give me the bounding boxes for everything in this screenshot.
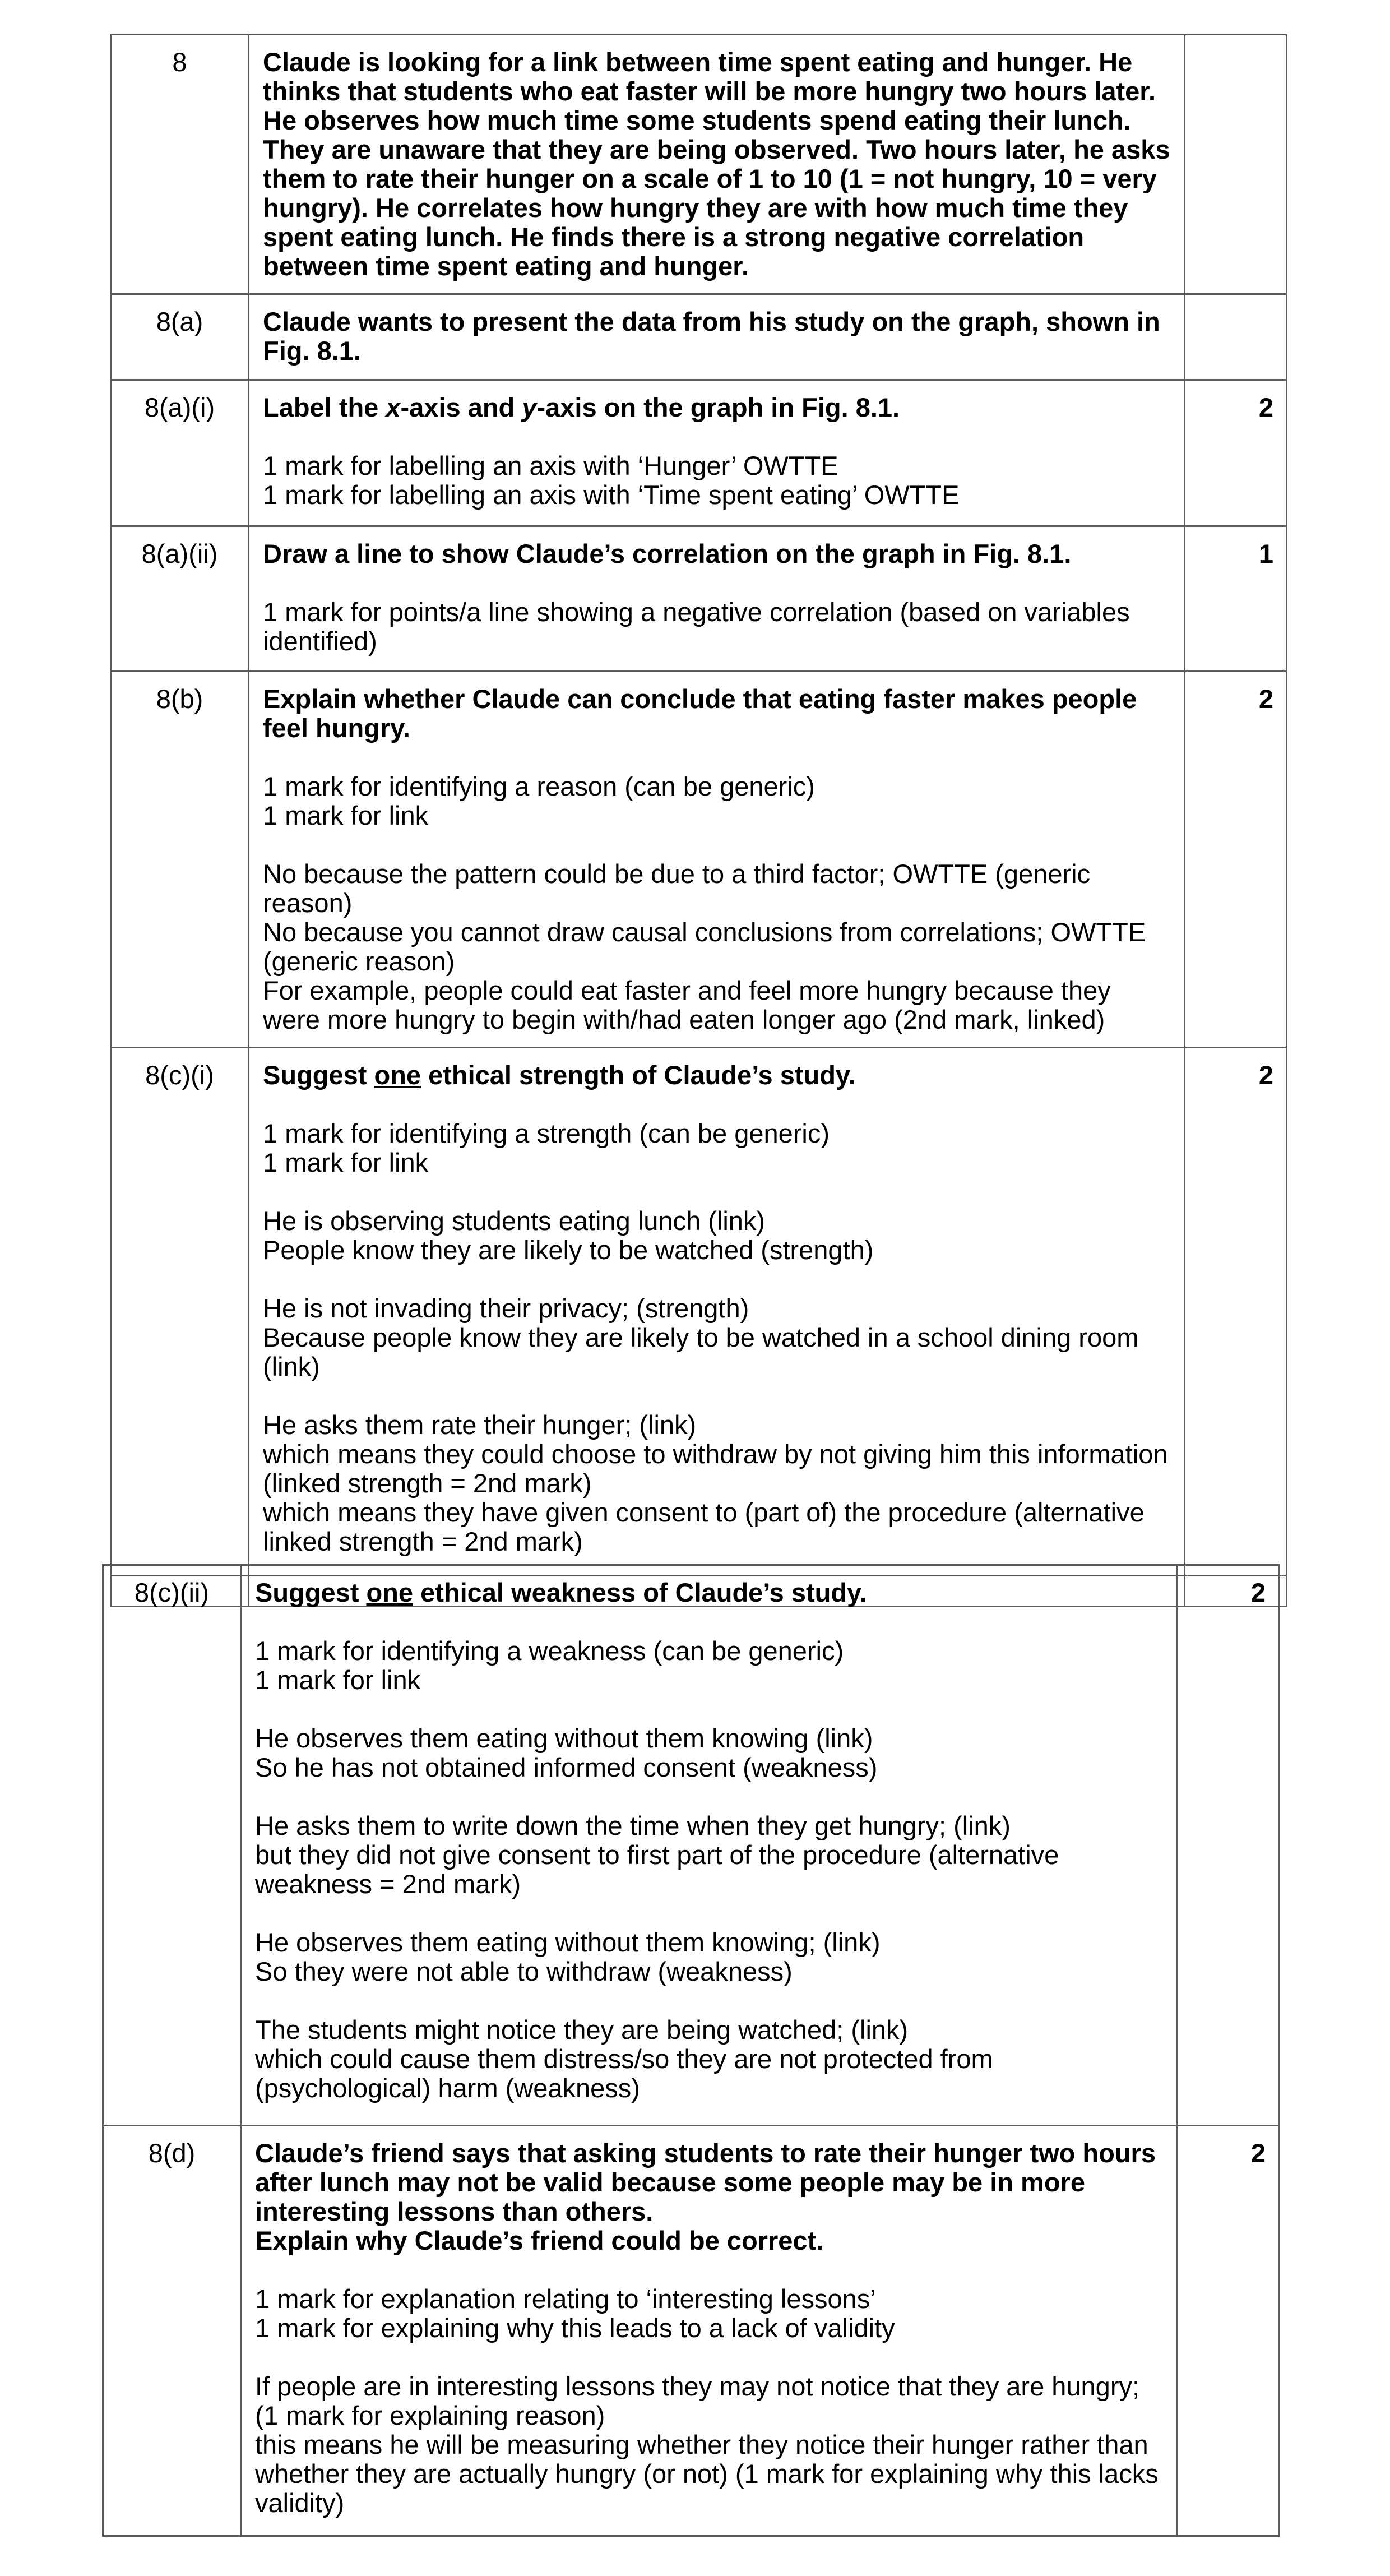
question-text (249, 294, 1185, 380)
answer-group (255, 2015, 1162, 2103)
question-text (249, 526, 1185, 672)
answer-line: He observes them eating without them knowing (link) (255, 1723, 873, 1753)
question-stem: Claude’s friend says that asking students to rate their hunger two hours after lunch may not be valid because some people may be in more interesting lessons than others. (255, 2138, 1156, 2226)
answer-line: So he has not obtained informed consent (weakness) (255, 1752, 878, 1782)
question-stem (263, 393, 1170, 422)
answer-group (263, 1206, 1170, 1265)
marks: 2 (1177, 2126, 1279, 2536)
question-stem (263, 1061, 1170, 1090)
question-number: 8(a) (111, 294, 249, 380)
answer-line: No because you cannot draw causal conclusions from correlations; OWTTE (generic reason) (263, 917, 1146, 976)
answer-group (263, 1410, 1170, 1556)
marks: 2 (1185, 672, 1287, 1048)
table-row (111, 1048, 1287, 1576)
answer-line: If people are in interesting lessons they may not notice that they are hungry; (255, 2371, 1140, 2401)
question-text (241, 2126, 1177, 2536)
guidance-line: 1 mark for identifying a weakness (can be generic) (255, 1636, 844, 1666)
answer-line: He asks them rate their hunger; (link) (263, 1410, 697, 1440)
table-row (111, 672, 1287, 1048)
answers (255, 2372, 1162, 2518)
answer-group (255, 1724, 1162, 1782)
table-row (111, 526, 1287, 672)
answer-line: He is not invading their privacy; (strength) (263, 1293, 749, 1323)
mark-scheme-table-part-2 (102, 1564, 1280, 2537)
question-command: Explain why Claude’s friend could be correct. (255, 2226, 824, 2255)
answer-group (263, 1294, 1170, 1381)
guidance (263, 1119, 1170, 1177)
guidance-line: 1 mark for link (263, 1148, 429, 1177)
answer-line: but they did not give consent to first part of the procedure (alternative weakness = 2nd mark) (255, 1840, 1059, 1899)
answer-line: (1 mark for explaining reason) (255, 2401, 605, 2430)
marks: 1 (1185, 526, 1287, 672)
question-number: 8(c)(ii) (103, 1565, 241, 2126)
question-part: Suggest (263, 1060, 374, 1090)
question-number: 8(b) (111, 672, 249, 1048)
guidance (255, 1636, 1162, 1695)
question-number: 8(d) (103, 2126, 241, 2536)
question-text (249, 35, 1185, 294)
answer-line: Because people know they are likely to be watched in a school dining room (link) (263, 1322, 1139, 1381)
marks (1185, 294, 1287, 380)
question-number: 8 (111, 35, 249, 294)
guidance-line: 1 mark for points/a line showing a negative correlation (based on variables identified) (263, 597, 1130, 656)
answer-line: which means they have given consent to (part of) the procedure (alternative linked strength = 2nd mark) (263, 1497, 1145, 1556)
guidance-line: 1 mark for explanation relating to ‘interesting lessons’ (255, 2284, 876, 2314)
question-stem: Claude wants to present the data from his study on the graph, shown in Fig. 8.1. (263, 307, 1160, 366)
answer-line: which means they could choose to withdraw by not giving him this information (linked strength = 2nd mark) (263, 1439, 1168, 1498)
mark-scheme-table-part-1 (110, 34, 1287, 1607)
question-part: -axis and (400, 392, 522, 422)
question-stem (255, 1578, 1162, 1607)
guidance-line: 1 mark for labelling an axis with ‘Hunger’ OWTTE (263, 451, 838, 480)
question-text (241, 1565, 1177, 2126)
marks: 2 (1185, 1048, 1287, 1576)
answers (263, 859, 1170, 1034)
answer-line: which could cause them distress/so they are not protected from (psychological) harm (weakness) (255, 2044, 993, 2103)
question-text (249, 1048, 1185, 1576)
guidance-line: 1 mark for identifying a reason (can be generic) (263, 771, 815, 801)
guidance (263, 451, 1170, 510)
y-axis-letter: y (522, 392, 537, 422)
question-part: -axis on the graph in Fig. 8.1. (536, 392, 900, 422)
question-text (249, 380, 1185, 526)
answer-group (255, 1811, 1162, 1899)
guidance (263, 772, 1170, 830)
question-number: 8(c)(i) (111, 1048, 249, 1576)
guidance-line: 1 mark for explaining why this leads to a lack of validity (255, 2313, 895, 2343)
answer-line: No because the pattern could be due to a third factor; OWTTE (generic reason) (263, 859, 1091, 918)
answer-line: this means he will be measuring whether they notice their hunger rather than whether they are actually hungry (or not) (1 mark for explaining why this lacks validity) (255, 2430, 1159, 2518)
x-axis-letter: x (386, 392, 401, 422)
question-text (249, 672, 1185, 1048)
question-part: ethical weakness of Claude’s study. (413, 1578, 867, 1607)
guidance-line: 1 mark for link (263, 801, 429, 830)
answer-line: So they were not able to withdraw (weakness) (255, 1957, 793, 1986)
guidance (263, 598, 1170, 656)
question-stem: Explain whether Claude can conclude that eating faster makes people feel hungry. (263, 684, 1137, 743)
marks (1185, 35, 1287, 294)
table-row (103, 2126, 1279, 2536)
underlined-word: one (366, 1578, 414, 1607)
underlined-word: one (374, 1060, 421, 1090)
question-number: 8(a)(i) (111, 380, 249, 526)
question-number: 8(a)(ii) (111, 526, 249, 672)
question-part: Label the (263, 392, 386, 422)
question-part: ethical strength of Claude’s study. (421, 1060, 856, 1090)
answer-line: People know they are likely to be watched (strength) (263, 1235, 874, 1265)
guidance-line: 1 mark for labelling an axis with ‘Time spent eating’ OWTTE (263, 480, 960, 510)
table-row (103, 1565, 1279, 2126)
answer-line: He is observing students eating lunch (link) (263, 1206, 766, 1236)
table-row (111, 294, 1287, 380)
answer-line: He asks them to write down the time when they get hungry; (link) (255, 1811, 1011, 1840)
answer-line: He observes them eating without them knowing; (link) (255, 1927, 881, 1957)
answer-line: The students might notice they are being watched; (link) (255, 2015, 909, 2045)
question-stem: Draw a line to show Claude’s correlation on the graph in Fig. 8.1. (263, 539, 1072, 568)
table-row (111, 35, 1287, 294)
table-row (111, 380, 1287, 526)
guidance-line: 1 mark for identifying a strength (can be generic) (263, 1118, 830, 1148)
answer-line: For example, people could eat faster and feel more hungry because they were more hungry to begin with/had eaten longer ago (2nd mark, linked) (263, 975, 1111, 1034)
guidance-line: 1 mark for link (255, 1665, 421, 1695)
marks: 2 (1177, 1565, 1279, 2126)
answer-group (255, 1928, 1162, 1986)
marks: 2 (1185, 380, 1287, 526)
guidance (255, 2284, 1162, 2343)
question-part: Suggest (255, 1578, 367, 1607)
question-stem: Claude is looking for a link between time spent eating and hunger. He thinks that students who eat faster will be more hungry two hours later. He observes how much time some students spend eating their lunch. They are unaware that they are being observed. Two hours later, he asks them to rate their hunger on a scale of 1 to 10 (1 = not hungry, 10 = very hungry). He correlates how hungry they are with how much time they spent eating lunch. He finds there is a strong negative correlation between time spent eating and hunger. (263, 47, 1170, 281)
